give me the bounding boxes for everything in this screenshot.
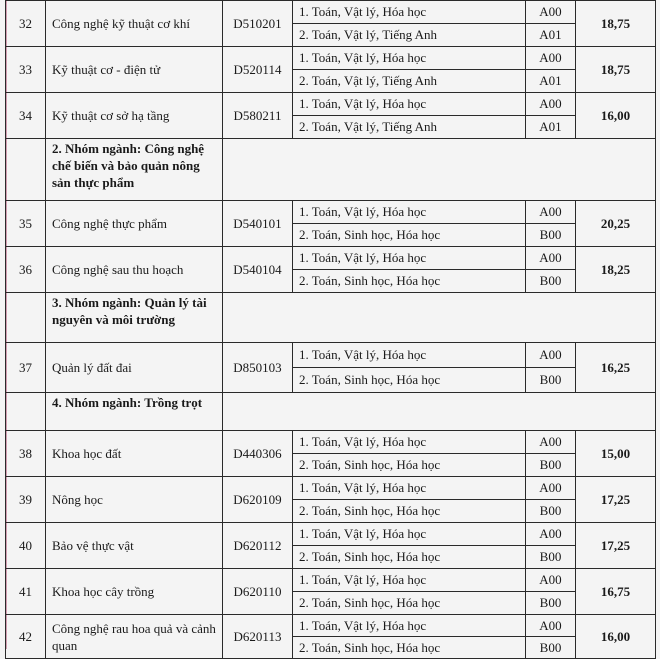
major-code: D520114: [223, 47, 293, 93]
benchmark-score: 15,00: [576, 431, 656, 477]
subject-combination: 2. Toán, Vật lý, Tiếng Anh: [293, 70, 526, 93]
major-name: Công nghệ kỹ thuật cơ khí: [46, 1, 223, 47]
major-name: Nông học: [46, 477, 223, 523]
table-row: [6, 343, 656, 368]
subject-combination: 2. Toán, Sinh học, Hóa học: [293, 546, 526, 569]
combination-code: A00: [526, 431, 576, 454]
major-code: D440306: [223, 431, 293, 477]
combination-code: A01: [526, 24, 576, 47]
subject-combination: 2. Toán, Sinh học, Hóa học: [293, 270, 526, 293]
table-row: [6, 615, 656, 637]
combination-code: A00: [526, 247, 576, 270]
row-number: 32: [6, 1, 46, 47]
group-title: 4. Nhóm ngành: Trồng trọt: [46, 393, 223, 431]
empty-cell: [6, 393, 46, 431]
subject-combination: 1. Toán, Vật lý, Hóa học: [293, 477, 526, 500]
subject-combination: 2. Toán, Sinh học, Hóa học: [293, 500, 526, 523]
subject-combination: 1. Toán, Vật lý, Hóa học: [293, 1, 526, 24]
subject-combination: 2. Toán, Sinh học, Hóa học: [293, 224, 526, 247]
admission-score-table: [5, 0, 656, 659]
combination-code: A00: [526, 47, 576, 70]
major-code: D620112: [223, 523, 293, 569]
benchmark-score: 17,25: [576, 523, 656, 569]
subject-combination: 2. Toán, Sinh học, Hóa học: [293, 368, 526, 393]
combination-code: A00: [526, 477, 576, 500]
combination-code: A00: [526, 1, 576, 24]
benchmark-score: 20,25: [576, 201, 656, 247]
major-name: Khoa học cây trồng: [46, 569, 223, 615]
combination-code: B00: [526, 270, 576, 293]
benchmark-score: 18,75: [576, 1, 656, 47]
row-number: 39: [6, 477, 46, 523]
empty-cell: [6, 139, 46, 201]
subject-combination: 2. Toán, Sinh học, Hóa học: [293, 454, 526, 477]
group-title: 3. Nhóm ngành: Quản lý tài nguyên và môi trường: [46, 293, 223, 343]
combination-code: B00: [526, 637, 576, 659]
benchmark-score: 16,00: [576, 93, 656, 139]
major-name: Quản lý đất đai: [46, 343, 223, 393]
major-name: Khoa học đất: [46, 431, 223, 477]
major-code: D580211: [223, 93, 293, 139]
major-code: D850103: [223, 343, 293, 393]
row-number: 33: [6, 47, 46, 93]
group-title: 2. Nhóm ngành: Công nghệ chế biến và bảo quản nông sản thực phẩm: [46, 139, 223, 201]
major-code: D620113: [223, 615, 293, 659]
table-row: [6, 247, 656, 270]
combination-code: A00: [526, 343, 576, 368]
table-body: [6, 1, 656, 659]
benchmark-score: 16,25: [576, 343, 656, 393]
table-row: [6, 93, 656, 116]
subject-combination: 2. Toán, Vật lý, Tiếng Anh: [293, 116, 526, 139]
combination-code: A00: [526, 93, 576, 116]
combination-code: A01: [526, 70, 576, 93]
major-name: Công nghệ sau thu hoạch: [46, 247, 223, 293]
major-code: D620110: [223, 569, 293, 615]
subject-combination: 1. Toán, Vật lý, Hóa học: [293, 569, 526, 592]
row-number: 38: [6, 431, 46, 477]
major-code: D540101: [223, 201, 293, 247]
empty-cell: [6, 293, 46, 343]
combination-code: B00: [526, 500, 576, 523]
group-row: [6, 139, 656, 201]
subject-combination: 2. Toán, Sinh học, Hóa học: [293, 592, 526, 615]
empty-cell: [223, 139, 656, 201]
table-row: [6, 201, 656, 224]
table-row: [6, 523, 656, 546]
major-name: Kỹ thuật cơ sở hạ tầng: [46, 93, 223, 139]
combination-code: B00: [526, 368, 576, 393]
row-number: 37: [6, 343, 46, 393]
table-row: [6, 477, 656, 500]
empty-cell: [223, 293, 656, 343]
row-number: 35: [6, 201, 46, 247]
major-name: Công nghệ thực phẩm: [46, 201, 223, 247]
subject-combination: 2. Toán, Sinh học, Hóa học: [293, 637, 526, 659]
benchmark-score: 18,25: [576, 247, 656, 293]
subject-combination: 1. Toán, Vật lý, Hóa học: [293, 247, 526, 270]
major-code: D510201: [223, 1, 293, 47]
empty-cell: [223, 393, 656, 431]
major-name: Kỹ thuật cơ - điện tử: [46, 47, 223, 93]
table-row: [6, 431, 656, 454]
benchmark-score: 16,75: [576, 569, 656, 615]
benchmark-score: 16,00: [576, 615, 656, 659]
row-number: 34: [6, 93, 46, 139]
table-row: [6, 47, 656, 70]
row-number: 36: [6, 247, 46, 293]
benchmark-score: 18,75: [576, 47, 656, 93]
subject-combination: 1. Toán, Vật lý, Hóa học: [293, 523, 526, 546]
subject-combination: 1. Toán, Vật lý, Hóa học: [293, 431, 526, 454]
group-row: [6, 393, 656, 431]
row-number: 40: [6, 523, 46, 569]
major-name: Bảo vệ thực vật: [46, 523, 223, 569]
combination-code: A00: [526, 523, 576, 546]
row-number: 41: [6, 569, 46, 615]
subject-combination: 2. Toán, Vật lý, Tiếng Anh: [293, 24, 526, 47]
combination-code: A00: [526, 615, 576, 637]
subject-combination: 1. Toán, Vật lý, Hóa học: [293, 343, 526, 368]
combination-code: B00: [526, 592, 576, 615]
row-number: 42: [6, 615, 46, 659]
benchmark-score: 17,25: [576, 477, 656, 523]
combination-code: A00: [526, 569, 576, 592]
subject-combination: 1. Toán, Vật lý, Hóa học: [293, 47, 526, 70]
table-row: [6, 569, 656, 592]
combination-code: A01: [526, 116, 576, 139]
combination-code: B00: [526, 546, 576, 569]
combination-code: B00: [526, 224, 576, 247]
group-row: [6, 293, 656, 343]
subject-combination: 1. Toán, Vật lý, Hóa học: [293, 201, 526, 224]
major-code: D540104: [223, 247, 293, 293]
combination-code: B00: [526, 454, 576, 477]
table-row: [6, 1, 656, 24]
major-code: D620109: [223, 477, 293, 523]
subject-combination: 1. Toán, Vật lý, Hóa học: [293, 615, 526, 637]
combination-code: A00: [526, 201, 576, 224]
subject-combination: 1. Toán, Vật lý, Hóa học: [293, 93, 526, 116]
major-name: Công nghệ rau hoa quả và cảnh quan: [46, 615, 223, 659]
